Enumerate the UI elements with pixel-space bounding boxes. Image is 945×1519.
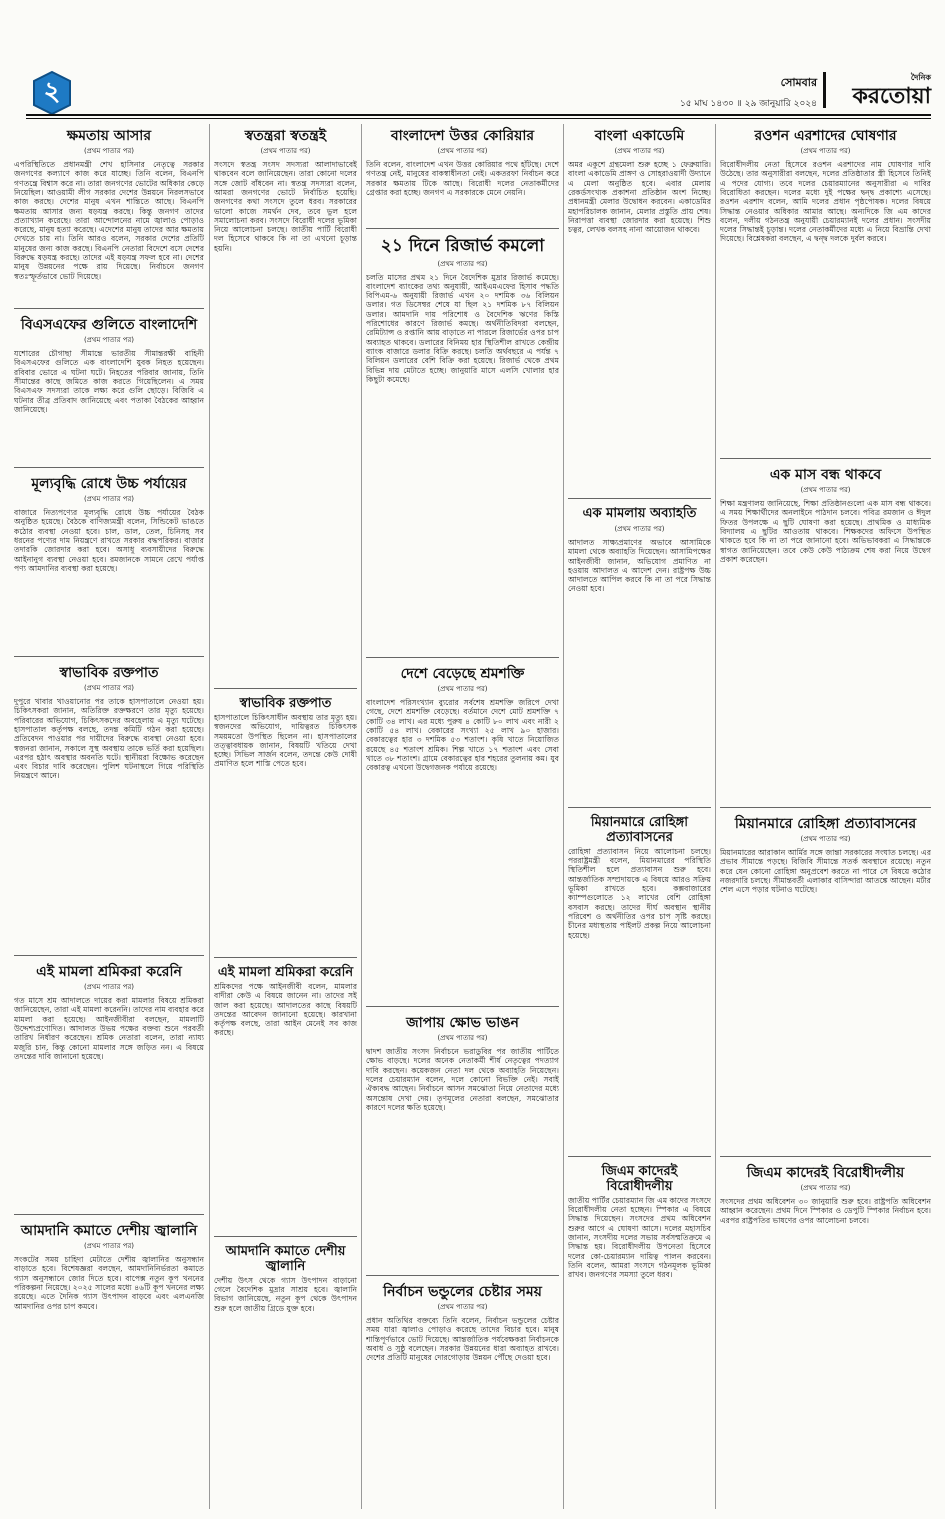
article-separator <box>366 228 559 229</box>
article-separator <box>366 1275 559 1276</box>
article-body: গত মাসে শ্রম আদালতে দায়ের করা মামলার বিষয়ে শ্রমিকরা জানিয়েছেন, তারা এই মামলা করেননি। তাদের নাম ব্যবহার করে মামলা করা হয়েছে। আইনজীবীরা বলছেন, মামলাটি উদ্দেশ্যপ্রণোদিত। আদালত উভয় পক্ষের বক্তব্য শুনে পরবর্তী তারিখ নির্ধারণ করেছেন। শ্রমিক নেতারা বলেন, তারা ন্যায্য মজুরি চান, কিন্তু কোনো মামলার সঙ্গে জড়িত নন। এ বিষয়ে তদন্তের দাবি জানানো হয়েছে। <box>14 996 204 1061</box>
article-body: সংকটের সময় চাহিদা মেটাতে দেশীয় জ্বালানির অনুসন্ধান বাড়াতে হবে। বিশেষজ্ঞরা বলছেন, আমদানিনির্ভরতা কমাতে গ্যাস অনুসন্ধানে জোর দিতে হবে। বাপেক্স নতুন কূপ খননের পরিকল্পনা নিয়েছে। ২০২৫ সালের মধ্যে ৪৬টি কূপ খননের লক্ষ্য রয়েছে। এতে দৈনিক গ্যাস উৎপাদন বাড়বে এবং এলএনজি আমদানির ওপর চাপ কমবে। <box>14 1255 204 1311</box>
article-headline: বিএসএফের গুলিতে বাংলাদেশি <box>20 317 198 333</box>
article-body: এপরিস্থিতিতে প্রধানমন্ত্রী শেখ হাসিনার নেতৃত্বে সরকার জনগণের কল্যাণে কাজ করে যাচ্ছে। তিনি বলেন, বিএনপি গণতন্ত্রে বিশ্বাস করে না। তারা জনগণের ভোটের অধিকার কেড়ে নিয়েছিল। আওয়ামী লীগ সরকার দেশের উন্নয়নে নিরলসভাবে কাজ করছে। দেশের মানুষ এখন শান্তিতে আছে। বিএনপি ক্ষমতায় আসার জন্য ষড়যন্ত্র করছে। কিন্তু জনগণ তাদের প্রত্যাখ্যান করেছে। তারা আন্দোলনের নামে জ্বালাও পোড়াও করেছে, মানুষ হত্যা করেছে। এদেশের মানুষ তাদের আর ক্ষমতায় দেখতে চায় না। তিনি আরও বলেন, সরকার দেশের প্রতিটি মানুষের জন্য কাজ করছে। বিএনপি নেতারা বিদেশে বসে দেশের বিরুদ্ধে ষড়যন্ত্র করছে। তাদের এই ষড়যন্ত্র সফল হবে না। দেশের মানুষ উন্নয়নের পক্ষে রায় দিয়েছে। নির্বাচনে জনগণ স্বতঃস্ফূর্তভাবে ভোট দিয়েছে। <box>14 160 204 281</box>
continued-label: (প্রথম পাতার পর) <box>614 524 665 533</box>
article-headline: আমদানি কমাতে দেশীয় জ্বালানি <box>225 1244 346 1274</box>
date-line: ১৫ মাঘ ১৪৩০ ॥ ২৯ জানুয়ারি ২০২৪ <box>679 99 817 109</box>
continued-label: (প্রথম পাতার পর) <box>614 147 665 156</box>
article <box>366 124 559 224</box>
continued-label: (প্রথম পাতার পর) <box>800 147 851 156</box>
continued-label: (প্রথম পাতার পর) <box>83 1242 135 1251</box>
article-headline: রওশন এরশাদের ঘোষণার <box>754 128 897 144</box>
article-separator <box>568 807 711 808</box>
continued-label: (প্রথম পাতার পর) <box>800 835 851 844</box>
article-body: যশোরের চৌগাছা সীমান্তে ভারতীয় সীমান্তরক্ষী বাহিনী বিএসএফের গুলিতে এক বাংলাদেশি যুবক নিহত হয়েছেন। রবিবার ভোরে এ ঘটনা ঘটে। নিহতের পরিবার জানায়, তিনি সীমান্তের কাছে জমিতে কাজ করতে গিয়েছিলেন। এ সময় বিএসএফ সদস্যরা তাকে লক্ষ্য করে গুলি ছোড়ে। বিজিবি এ ঘটনার তীব্র প্রতিবাদ জানিয়েছে এবং পতাকা বৈঠকের আহ্বান জানিয়েছে। <box>14 349 204 414</box>
article <box>568 124 711 494</box>
masthead-small: দৈনিক <box>910 73 931 82</box>
article-body: বাজারে নিত্যপণ্যের মূল্যবৃদ্ধি রোধে উচ্চ পর্যায়ের বৈঠক অনুষ্ঠিত হয়েছে। বৈঠকে বাণিজ্যমন্ত্রী বলেন, সিন্ডিকেট ভাঙতে কঠোর ব্যবস্থা নেওয়া হবে। চাল, ডাল, তেল, চিনিসহ সব ধরনের পণ্যের দাম নিয়ন্ত্রণে রাখতে সরকার বদ্ধপরিকর। বাজার তদারকি জোরদার করা হবে। অসাধু ব্যবসায়ীদের বিরুদ্ধে আইনানুগ ব্যবস্থা নেওয়া হবে। রমজানকে সামনে রেখে পর্যাপ্ত পণ্য আমদানির ব্যবস্থা করা হয়েছে। <box>14 508 204 573</box>
article <box>214 962 357 1232</box>
article <box>14 124 204 304</box>
article-headline: মিয়ানমারে রোহিঙ্গা প্রত্যাবাসনের <box>590 815 689 845</box>
article-separator <box>366 1006 559 1007</box>
column-2 <box>214 124 357 1509</box>
article <box>568 812 711 1152</box>
column-divider <box>715 124 716 1509</box>
article-body: বাংলাদেশ পরিসংখ্যান ব্যুরোর সর্বশেষ শ্রমশক্তি জরিপে দেখা গেছে, দেশে শ্রমশক্তি বেড়েছে। বর্তমানে দেশে মোট শ্রমশক্তি ৭ কোটি ৩৪ লাখ। এর মধ্যে পুরুষ ৪ কোটি ৮০ লাখ এবং নারী ২ কোটি ৫৪ লাখ। বেকারের সংখ্যা ২৫ লাখ ৯০ হাজার। বেকারত্বের হার ৩ দশমিক ৫৩ শতাংশ। কৃষি খাতে নিয়োজিত রয়েছে ৪৫ শতাংশ শ্রমিক। শিল্প খাতে ১৭ শতাংশ এবং সেবা খাতে ৩৮ শতাংশ। গ্রামে বেকারত্বের হার শহরের তুলনায় কম। যুব বেকারত্ব এখনো উদ্বেগজনক পর্যায়ে রয়েছে। <box>366 698 559 773</box>
continued-label: (প্রথম পাতার পর) <box>260 147 311 156</box>
article-headline: এই মামলা শ্রমিকরা করেনি <box>217 965 354 980</box>
article <box>366 662 559 1002</box>
masthead-title: করতোয়া <box>852 84 931 109</box>
article-body: চলতি মাসের প্রথম ২১ দিনে বৈদেশিক মুদ্রার রিজার্ভ কমেছে। বাংলাদেশ ব্যাংকের তথ্য অনুযায়ী, আইএমএফের হিসাব পদ্ধতি বিপিএম-৬ অনুযায়ী রিজার্ভ এখন ২০ দশমিক ৩৬ বিলিয়ন ডলার। গত ডিসেম্বর শেষে যা ছিল ২১ দশমিক ৮৭ বিলিয়ন ডলার। আমদানি দায় পরিশোধ ও বৈদেশিক ঋণের কিস্তি পরিশোধের কারণে রিজার্ভ কমছে। অর্থনীতিবিদরা বলছেন, রেমিট্যান্স ও রপ্তানি আয় বাড়াতে না পারলে রিজার্ভের ওপর চাপ অব্যাহত থাকবে। ডলারের বিনিময় হার স্থিতিশীল রাখতে কেন্দ্রীয় ব্যাংক বাজারে ডলার বিক্রি করছে। চলতি অর্থবছরে এ পর্যন্ত ৭ বিলিয়ন ডলারের বেশি বিক্রি করা হয়েছে। রিজার্ভ থেকে প্রথম বিভিন্ন দায় মেটাতে হচ্ছে। জানুয়ারি মাসে এলসি খোলার হার কিছুটা কমেছে। <box>366 272 559 384</box>
article-body: আদালত সাক্ষ্যপ্রমাণের অভাবে আসামিকে মামলা থেকে অব্যাহতি দিয়েছেন। আসামিপক্ষের আইনজীবী জানান, অভিযোগ প্রমাণিত না হওয়ায় আদালত এ আদেশ দেন। রাষ্ট্রপক্ষ উচ্চ আদালতে আপিল করবে কি না তা পরে সিদ্ধান্ত নেওয়া হবে। <box>568 537 711 594</box>
article-separator <box>720 807 931 808</box>
article-separator <box>14 467 204 468</box>
column-divider <box>209 124 210 1509</box>
article-separator <box>14 955 204 956</box>
article-headline: এই মামলা শ্রমিকরা করেনি <box>36 964 182 980</box>
article-body: শিক্ষা মন্ত্রণালয় জানিয়েছে, শিক্ষা প্রতিষ্ঠানগুলো এক মাস বন্ধ থাকবে। এ সময় শিক্ষার্থীদের অনলাইনে পাঠদান চলবে। পবিত্র রমজান ও ঈদুল ফিতর উপলক্ষে এ ছুটি ঘোষণা করা হয়েছে। প্রাথমিক ও মাধ্যমিক বিদ্যালয় এ ছুটির আওতায় থাকবে। শিক্ষকদের অফিসে উপস্থিত থাকতে হবে কি না তা পরে জানানো হবে। অভিভাবকরা এ সিদ্ধান্তকে স্বাগত জানিয়েছেন। তবে কেউ কেউ পাঠ্যক্রম শেষ করা নিয়ে উদ্বেগ প্রকাশ করেছেন। <box>720 499 931 564</box>
article-headline: স্বাভাবিক রক্তপাত <box>239 696 332 711</box>
article <box>720 463 931 803</box>
article <box>14 472 204 652</box>
article-body: সংসদের প্রথম অধিবেশন ৩০ জানুয়ারি শুরু হবে। রাষ্ট্রপতি অধিবেশন আহ্বান করেছেন। প্রথম দিনে স্পিকার ও ডেপুটি স্পিকার নির্বাচন হবে। এরপর রাষ্ট্রপতির ভাষণের ওপর আলোচনা চলবে। <box>720 1197 931 1225</box>
article-headline: এক মাস বন্ধ থাকবে <box>769 467 882 483</box>
continued-label: (প্রথম পাতার পর) <box>83 684 135 693</box>
day-name: সোমবার <box>780 76 817 89</box>
article-body: রোহিঙ্গা প্রত্যাবাসন নিয়ে আলোচনা চলছে। পররাষ্ট্রমন্ত্রী বলেন, মিয়ানমারের পরিস্থিতি স্থিতিশীল হলে প্রত্যাবাসন শুরু হবে। আন্তর্জাতিক সম্প্রদায়কে এ বিষয়ে আরও সক্রিয় ভূমিকা রাখতে হবে। কক্সবাজারের ক্যাম্পগুলোতে ১২ লাখের বেশি রোহিঙ্গা বসবাস করছে। তাদের দীর্ঘ অবস্থান স্থানীয় পরিবেশ ও অর্থনীতির ওপর চাপ সৃষ্টি করছে। চীনের মধ্যস্থতায় পাইলট প্রকল্প নিয়ে আলোচনা হয়েছে। <box>568 846 711 940</box>
article-separator <box>214 1236 357 1237</box>
article <box>14 661 204 951</box>
article-body: সংসদে স্বতন্ত্র সংসদ সদস্যরা আলাদাভাবেই থাকবেন বলে জানিয়েছেন। তারা কোনো দলের সঙ্গে জোট বাঁধবেন না। স্বতন্ত্র সদস্যরা বলেন, আমরা জনগণের ভোটে নির্বাচিত হয়েছি। জনগণের কথা সংসদে তুলে ধরব। সরকারের ভালো কাজে সমর্থন দেব, তবে ভুল হলে সমালোচনা করব। সংসদে বিরোধী দলের ভূমিকা নিয়ে আলোচনা চলছে। জাতীয় পার্টি বিরোধী দল হিসেবে থাকবে কি না তা এখনো চূড়ান্ত হয়নি। <box>214 160 357 253</box>
article-headline: এক মামলায় অব্যাহতি <box>582 506 697 521</box>
article-headline: নির্বাচন ভন্ডুলের চেষ্টার সময় <box>383 1284 542 1300</box>
article <box>214 1241 357 1509</box>
article-headline: দেশে বেড়েছে শ্রমশক্তি <box>400 666 525 682</box>
article <box>720 124 931 454</box>
continued-label: (প্রথম পাতার পর) <box>800 486 851 495</box>
column-divider <box>563 124 564 1509</box>
article <box>568 503 711 803</box>
article-body: প্রধান অতিথির বক্তব্যে তিনি বলেন, নির্বাচন ভন্ডুলের চেষ্টার সময় যারা জ্বালাও পোড়াও করেছে তাদের বিচার হবে। মানুষ শান্তিপূর্ণভাবে ভোট দিয়েছে। আন্তর্জাতিক পর্যবেক্ষকরা নির্বাচনকে অবাধ ও সুষ্ঠু বলেছেন। সরকার উন্নয়নের ধারা অব্যাহত রাখবে। দেশের প্রতিটি মানুষের দোরগোড়ায় উন্নয়ন পৌঁছে দেওয়া হবে। <box>366 1316 559 1363</box>
header-rule <box>26 114 931 116</box>
article-separator <box>14 1214 204 1215</box>
column-divider <box>361 124 362 1509</box>
article-body: মিয়ানমারের আরাকান আর্মির সঙ্গে জান্তা সরকারের সংঘাত চলছে। এর প্রভাব সীমান্তে পড়ছে। বিজিবি সীমান্তে সতর্ক অবস্থানে রয়েছে। নতুন করে যেন কোনো রোহিঙ্গা অনুপ্রবেশ করতে না পারে সে বিষয়ে কঠোর নজরদারি চলছে। সীমান্তবর্তী এলাকার বাসিন্দারা আতঙ্কে আছেন। মর্টার শেল এসে পড়ার ঘটনাও ঘটেছে। <box>720 848 931 895</box>
article-body: শ্রমিকদের পক্ষে আইনজীবী বলেন, মামলার বাদীরা কেউ এ বিষয়ে জানেন না। তাদের সই জাল করা হয়েছে। আদালতের কাছে বিষয়টি তদন্তের আবেদন জানানো হয়েছে। কারখানা কর্তৃপক্ষ বলছে, তারা আইন মেনেই সব কাজ করছে। <box>214 981 357 1038</box>
column-5 <box>720 124 931 1509</box>
article-body: অমর একুশে গ্রন্থমেলা শুরু হচ্ছে ১ ফেব্রুয়ারি। বাংলা একাডেমি প্রাঙ্গণ ও সোহরাওয়ার্দী উদ্যানে এ মেলা অনুষ্ঠিত হবে। এবার মেলায় রেকর্ডসংখ্যক প্রকাশনা প্রতিষ্ঠান অংশ নিচ্ছে। প্রধানমন্ত্রী মেলার উদ্বোধন করবেন। একাডেমির মহাপরিচালক জানান, মেলার প্রস্তুতি প্রায় শেষ। নিরাপত্তা ব্যবস্থা জোরদার করা হয়েছে। শিশু চত্বর, লেখক বলসহ নানা আয়োজন থাকবে। <box>568 160 711 235</box>
article <box>366 1011 559 1271</box>
article-headline: ২১ দিনে রিজার্ভ কমলো <box>380 236 545 256</box>
article-headline: জাপায় ক্ষোভ ভাঙন <box>406 1015 519 1031</box>
article-headline: স্বাভাবিক রক্তপাত <box>59 665 159 681</box>
article-body: জাতীয় পার্টির চেয়ারম্যান জি এম কাদের সংসদে বিরোধীদলীয় নেতা হচ্ছেন। স্পিকার এ বিষয়ে সিদ্ধান্ত দিয়েছেন। সংসদের প্রথম অধিবেশন শুরুর আগে এ ঘোষণা আসে। দলের মহাসচিব জানান, সংসদীয় দলের সভায় সর্বসম্মতিক্রমে এ সিদ্ধান্ত হয়। বিরোধীদলীয় উপনেতা হিসেবে দলের কো-চেয়ারম্যান দায়িত্ব পালন করবেন। তিনি বলেন, আমরা সংসদে গঠনমূলক ভূমিকা রাখব। জনগণের সমস্যা তুলে ধরব। <box>568 1195 711 1280</box>
article-separator <box>366 657 559 658</box>
continued-label: (প্রথম পাতার পর) <box>800 1184 851 1193</box>
continued-label: (প্রথম পাতার পর) <box>437 1034 488 1043</box>
article-separator <box>720 1156 931 1157</box>
page-header <box>0 0 945 118</box>
continued-label: (প্রথম পাতার পর) <box>437 147 488 156</box>
article-headline: ক্ষমতায় আসার <box>66 128 152 144</box>
article <box>720 812 931 1152</box>
article <box>14 313 204 463</box>
continued-label: (প্রথম পাতার পর) <box>83 147 135 156</box>
article-separator <box>720 458 931 459</box>
article-headline: বাংলাদেশ উত্তর কোরিয়ার <box>390 128 535 144</box>
continued-label: (প্রথম পাতার পর) <box>437 685 488 694</box>
column-1 <box>14 124 204 1509</box>
masthead-logo <box>823 72 931 108</box>
continued-label: (প্রথম পাতার পর) <box>83 336 135 345</box>
article-separator <box>568 1156 711 1157</box>
article-body: তিনি বলেন, বাংলাদেশ এখন উত্তর কোরিয়ার পথে হাঁটছে। দেশে গণতন্ত্র নেই, মানুষের বাকস্বাধীনতা নেই। একতরফা নির্বাচন করে সরকার ক্ষমতায় টিকে আছে। বিরোধী দলের নেতাকর্মীদের গ্রেপ্তার করা হচ্ছে। জনগণ এ সরকারকে মেনে নেয়নি। <box>366 160 559 197</box>
article-separator <box>14 308 204 309</box>
continued-label: (প্রথম পাতার পর) <box>437 1303 488 1312</box>
article <box>14 1219 204 1509</box>
article-separator <box>14 656 204 657</box>
article-body: বিরোধীদলীয় নেতা হিসেবে রওশন এরশাদের নাম ঘোষণার দাবি উঠেছে। তার অনুসারীরা বলছেন, দলের প্রতিষ্ঠাতার স্ত্রী হিসেবে তিনিই এ পদের যোগ্য। তবে দলের চেয়ারম্যানের অনুসারীরা এ দাবির বিরোধিতা করছেন। দলের মধ্যে দুই পক্ষের দ্বন্দ্ব প্রকাশ্যে এসেছে। রওশন এরশাদ বলেন, আমি দলের প্রধান পৃষ্ঠপোষক। দলের বিষয়ে সিদ্ধান্ত নেওয়ার অধিকার আমার আছে। অন্যদিকে জি এম কাদের বলেন, দলীয় গঠনতন্ত্র অনুযায়ী চেয়ারম্যানই দলের প্রধান। সংসদীয় দলের সিদ্ধান্তই চূড়ান্ত। দলের নেতাকর্মীদের মধ্যে এ নিয়ে বিভ্রান্তি দেখা দিয়েছে। বিশ্লেষকরা বলছেন, এ দ্বন্দ্ব দলকে দুর্বল করবে। <box>720 160 931 244</box>
continued-label: (প্রথম পাতার পর) <box>83 983 135 992</box>
article <box>366 1280 559 1509</box>
article-headline: জিএম কাদেরই বিরোধীদলীয় <box>601 1164 678 1194</box>
article <box>214 693 357 953</box>
article <box>366 233 559 653</box>
page-number: ২ <box>43 77 61 107</box>
column-3 <box>366 124 559 1509</box>
article-headline: মূল্যবৃদ্ধি রোধে উচ্চ পর্যায়ের <box>31 476 187 492</box>
article-headline: মিয়ানমারে রোহিঙ্গা প্রত্যাবাসনের <box>734 816 917 832</box>
article-body: হাসপাতালে চিকিৎসাধীন অবস্থায় তার মৃত্যু হয়। স্বজনদের অভিযোগ, দায়িত্বরত চিকিৎসক সময়মতো উপস্থিত ছিলেন না। হাসপাতালের তত্ত্বাবধায়ক জানান, বিষয়টি খতিয়ে দেখা হচ্ছে। সিভিল সার্জন বলেন, তদন্তে কেউ দোষী প্রমাণিত হলে শাস্তি পেতে হবে। <box>214 712 357 769</box>
article <box>14 960 204 1210</box>
article <box>720 1161 931 1501</box>
continued-label: (প্রথম পাতার পর) <box>437 259 488 268</box>
article-headline: বাংলা একাডেমি <box>594 128 685 144</box>
article <box>214 124 357 684</box>
article-separator <box>568 498 711 499</box>
article-separator <box>214 688 357 689</box>
continued-label: (প্রথম পাতার পর) <box>83 495 135 504</box>
article-body: দুপুরে খাবার খাওয়ানোর পর তাকে হাসপাতালে নেওয়া হয়। চিকিৎসকরা জানান, অতিরিক্ত রক্তক্ষরণে তার মৃত্যু হয়েছে। পরিবারের অভিযোগ, চিকিৎসকদের অবহেলায় এ মৃত্যু ঘটেছে। হাসপাতাল কর্তৃপক্ষ বলছে, তদন্ত কমিটি গঠন করা হয়েছে। প্রতিবেদন পাওয়ার পর দায়ীদের বিরুদ্ধে ব্যবস্থা নেওয়া হবে। স্বজনরা জানান, সকালে সুস্থ অবস্থায় তাকে ভর্তি করা হয়েছিল। এরপর হঠাৎ অবস্থার অবনতি ঘটে। স্থানীয়রা বিক্ষোভ করেছেন এবং বিচার দাবি করেছেন। পুলিশ ঘটনাস্থলে গিয়ে পরিস্থিতি নিয়ন্ত্রণে আনে। <box>14 697 204 781</box>
article-headline: আমদানি কমাতে দেশীয় জ্বালানি <box>20 1223 198 1239</box>
article-body: দ্বাদশ জাতীয় সংসদ নির্বাচনে ভরাডুবির পর জাতীয় পার্টিতে ক্ষোভ বাড়ছে। দলের অনেক নেতাকর্মী শীর্ষ নেতৃত্বের পদত্যাগ দাবি করছেন। কয়েকজন নেতা দল থেকে অব্যাহতি নিয়েছেন। দলের চেয়ারম্যান বলেন, দলে কোনো বিভক্তি নেই। সবাই ঐক্যবদ্ধ আছেন। নির্বাচনে আসন সমঝোতা নিয়ে নেতাদের মধ্যে অসন্তোষ দেখা দেয়। তৃণমূলের নেতারা বলছেন, সমঝোতার কারণে দলের ক্ষতি হয়েছে। <box>366 1047 559 1112</box>
article-headline: জিএম কাদেরই বিরোধীদলীয় <box>746 1165 905 1181</box>
article <box>568 1161 711 1501</box>
column-4 <box>568 124 711 1509</box>
article-body: দেশীয় উৎস থেকে গ্যাস উৎপাদন বাড়ানো গেলে বৈদেশিক মুদ্রার সাশ্রয় হবে। জ্বালানি বিভাগ জানিয়েছে, নতুন কূপ থেকে উৎপাদন শুরু হলে জাতীয় গ্রিডে যুক্ত হবে। <box>214 1275 357 1313</box>
article-headline: স্বতন্ত্ররা স্বতন্ত্রই <box>244 128 327 144</box>
header-rule-thin <box>26 118 931 119</box>
article-separator <box>214 957 357 958</box>
